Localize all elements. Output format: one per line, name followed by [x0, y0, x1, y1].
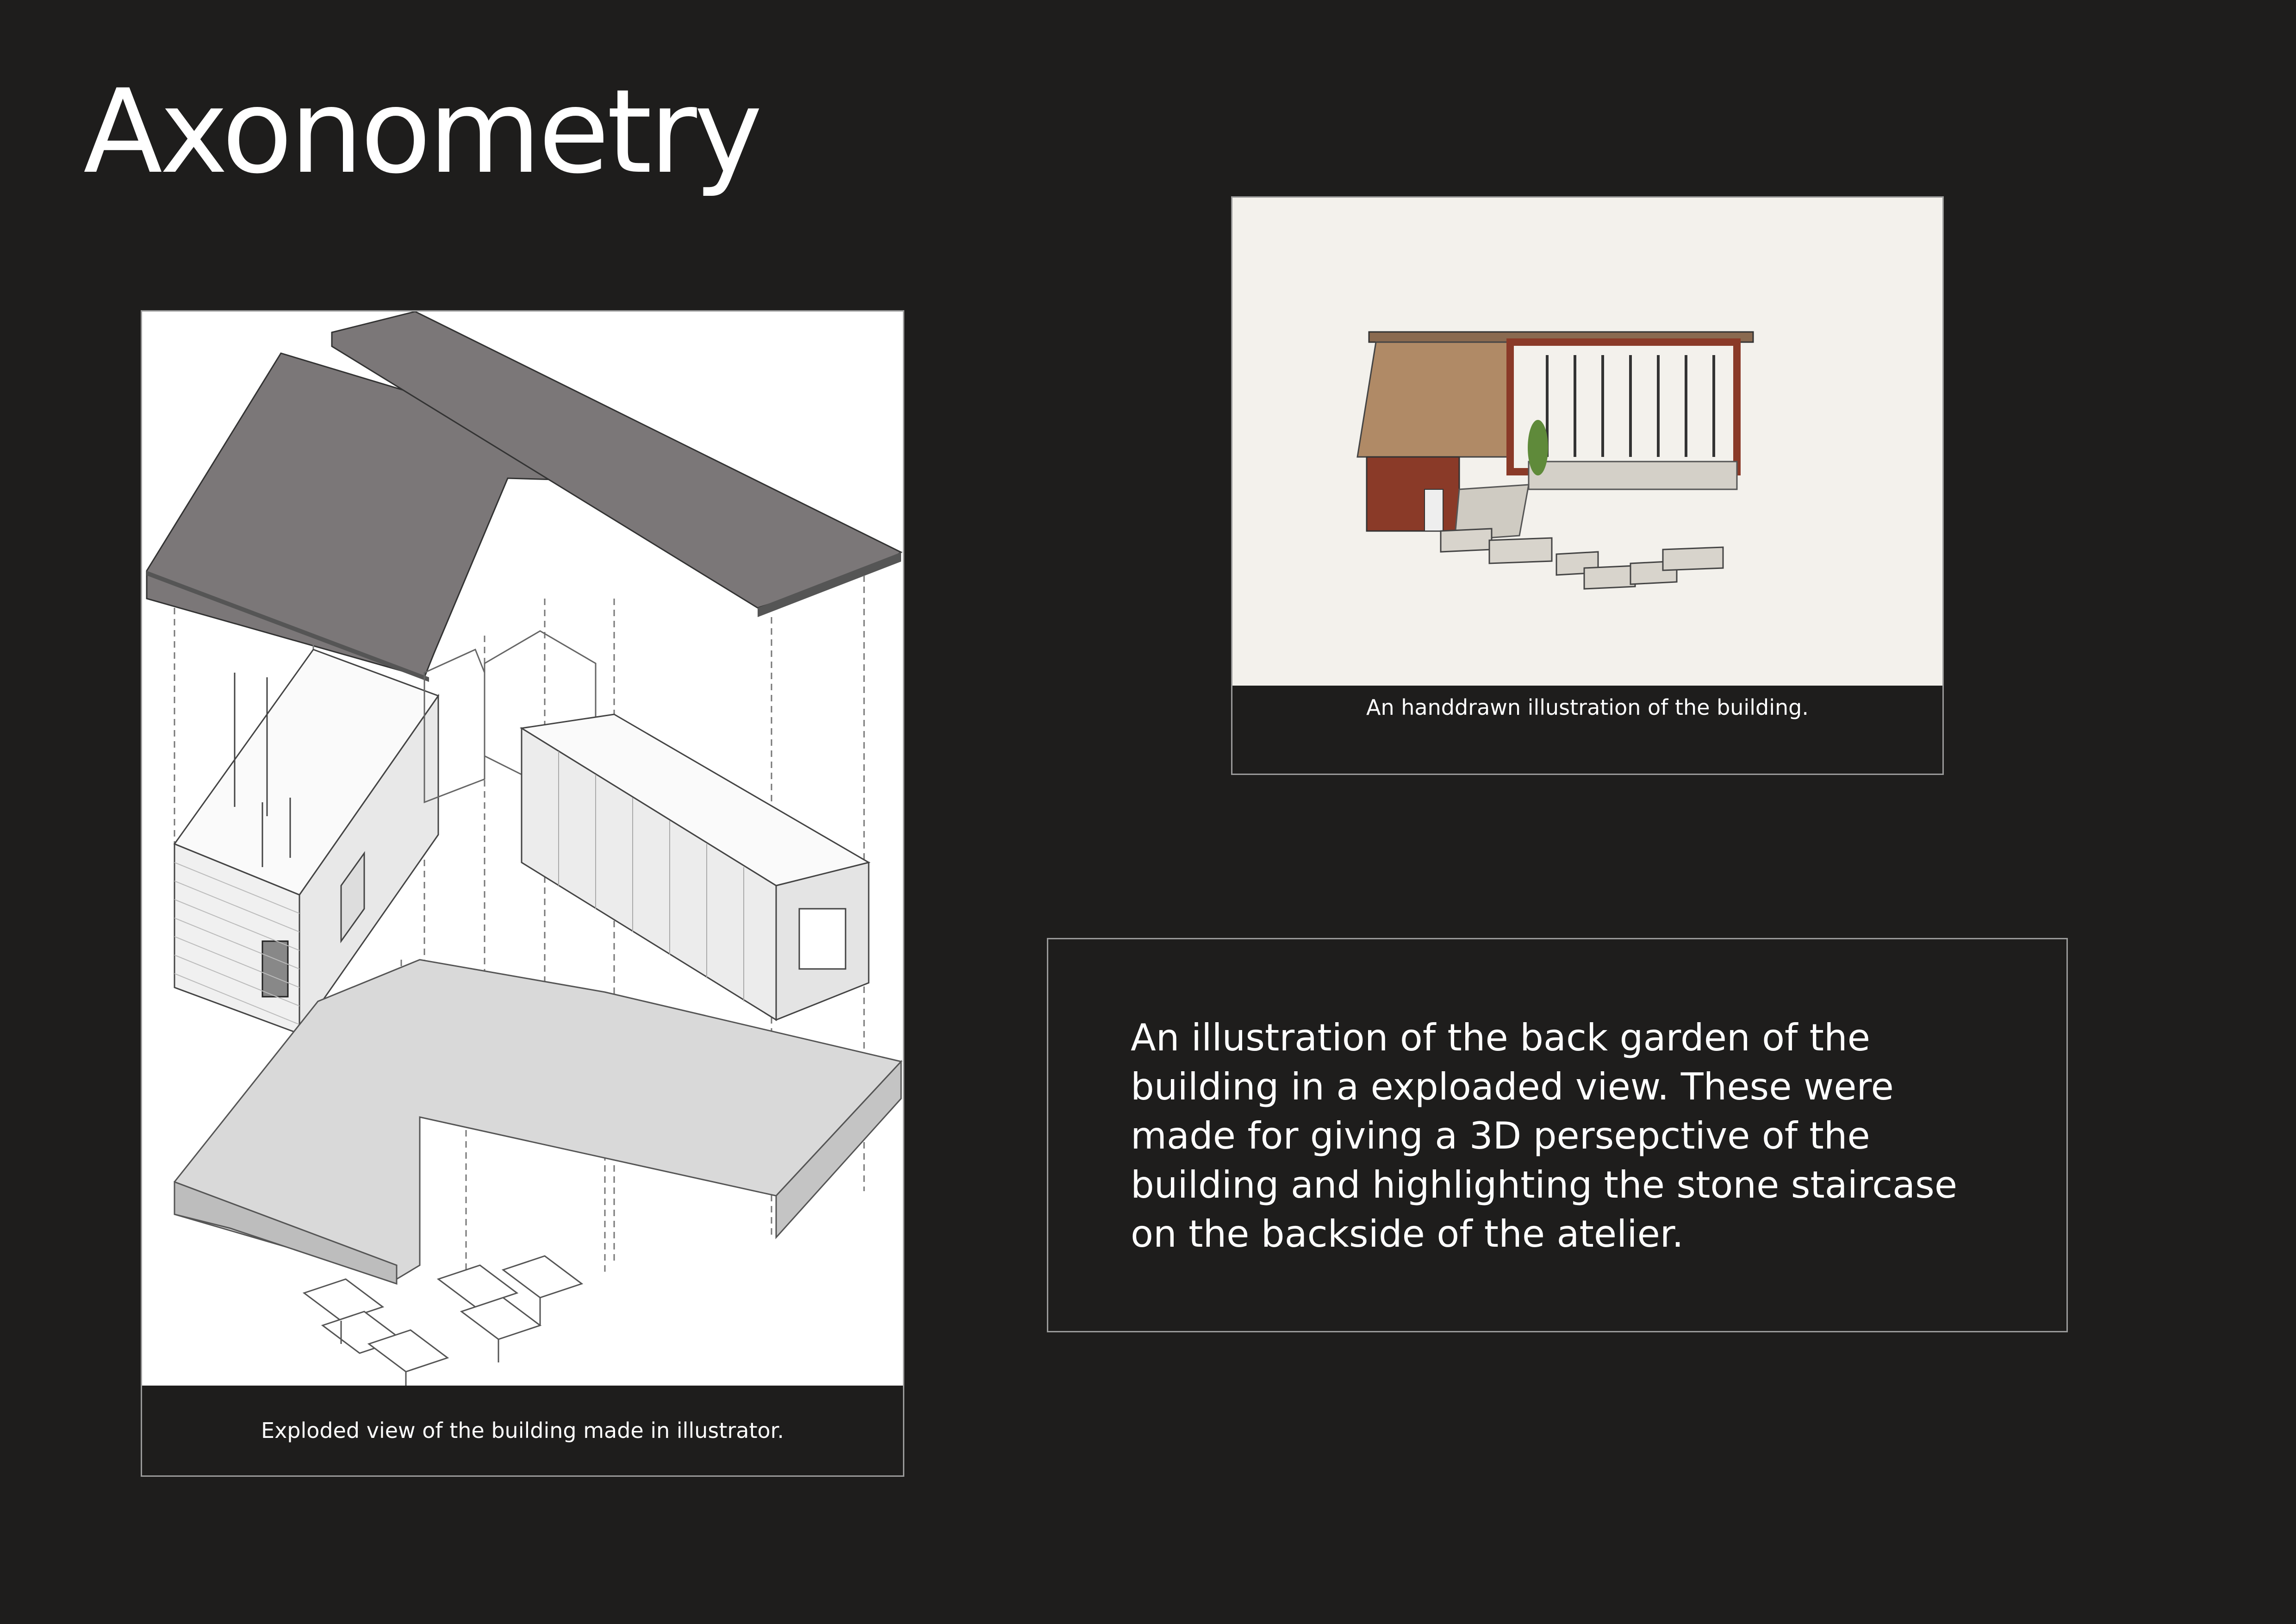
stone-staircase: [304, 1256, 582, 1386]
right-caption: An handdrawn illustration of the building.: [1366, 695, 1809, 720]
exploded-view-image: [142, 312, 903, 1386]
sketch-low-wall: [1529, 462, 1737, 489]
sketch-brick-house: [1367, 457, 1459, 531]
sketch-thatch-roof: [1357, 342, 1510, 457]
sketch-plant: [1528, 420, 1548, 475]
exploded-axonometric-drawing: [142, 312, 903, 1386]
left-caption: Exploded view of the building made in illustrator.: [261, 1418, 784, 1443]
right-box: [522, 714, 869, 1020]
handdrawn-building-sketch: [1232, 198, 1942, 686]
handdrawn-figure: [1231, 196, 1944, 775]
page-title: Axonometry: [83, 64, 760, 199]
right-caption-bar: [1232, 686, 1942, 774]
left-caption-bar: [142, 1386, 903, 1475]
description-panel: [1047, 938, 2068, 1332]
handdrawn-image: [1232, 198, 1942, 686]
exploded-view-figure: [141, 310, 904, 1477]
description-text: An illustration of the back garden of the building in a exploaded view. These were made for giving a 3D persepctive of the building and highlighting the stone staircase on the backside of the atelier.: [1131, 1016, 1958, 1255]
